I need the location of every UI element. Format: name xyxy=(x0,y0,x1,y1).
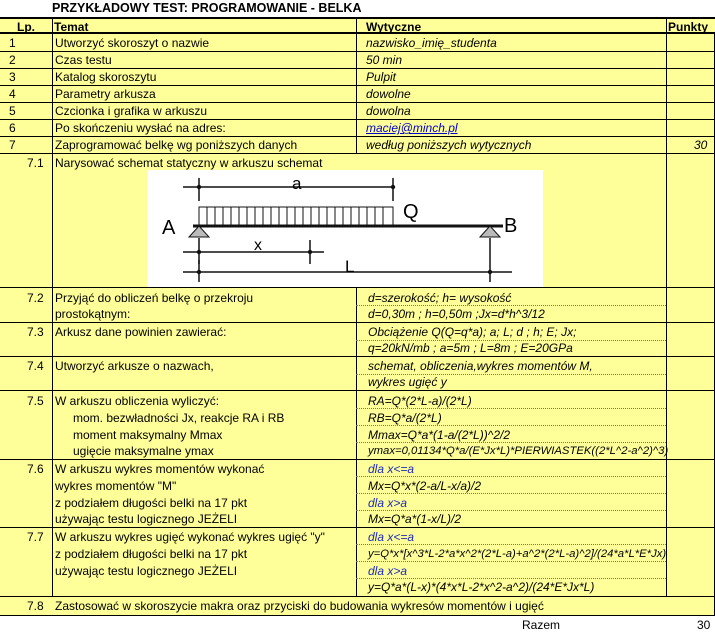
row-7-7-temat-2: z podziałem długości belki na 17 pkt xyxy=(55,547,248,561)
header-punkty: Punkty xyxy=(666,17,715,34)
row-6-lp: 6 xyxy=(9,121,16,135)
label-A: A xyxy=(162,217,176,239)
row-7-5-temat-2: mom. bezwładności Jx, reakcje RA i RB xyxy=(73,411,285,425)
row-7-6-temat-3: z podziałem długości belki na 17 pkt xyxy=(55,496,248,510)
row-3-wytyczne: Pulpit xyxy=(366,70,397,84)
row-7-8-lp: 7.8 xyxy=(27,599,44,613)
row-4-temat: Parametry arkusza xyxy=(55,87,156,101)
row-7-5-wytyczne-1: RA=Q*(2*L-a)/(2*L) xyxy=(368,394,472,408)
row-7-7-wytyczne-2: y=Q*x*[x^3*L-2*a*x^2*(2*L-a)+a^2*(2*L-a)^2]/(24*a*L*E*Jx) xyxy=(368,548,667,560)
row-7-temat: Zaprogramować belkę wg poniższych danych xyxy=(55,138,298,152)
row-7-3-wytyczne-1: Obciążenie Q(Q=q*a); a; L; d ; h; E; Jx; xyxy=(368,325,577,339)
row-7-1-temat: Narysować schemat statyczny w arkuszu schemat xyxy=(55,156,323,170)
row-7-2-lp: 7.2 xyxy=(27,291,44,305)
beam-schematic xyxy=(147,170,543,287)
row-2-lp: 2 xyxy=(9,53,16,67)
row-7-6-temat-4: używając testu logicznego JEŻELI xyxy=(55,512,238,526)
row-1-temat: Utworzyć skoroszyt o nazwie xyxy=(55,36,210,50)
row-7-6-wytyczne-3: dla x>a xyxy=(368,496,408,510)
row-7-5-temat-3: moment maksymalny Mmax xyxy=(73,428,223,442)
row-7-5-lp: 7.5 xyxy=(27,394,44,408)
row-5-wytyczne: dowolna xyxy=(366,104,411,118)
support-a xyxy=(189,226,209,237)
header-wytyczne: Wytyczne xyxy=(356,17,666,34)
row-3-temat: Katalog skoroszytu xyxy=(55,70,157,84)
row-7-7-lp: 7.7 xyxy=(27,530,44,544)
label-a: a xyxy=(292,174,302,193)
row-7-lp: 7 xyxy=(9,138,16,152)
label-L: L xyxy=(345,257,355,276)
row-7-4-temat: Utworzyć arkusze o nazwach, xyxy=(55,359,214,373)
row-7-5-temat-4: ugięcie maksymalne ymax xyxy=(73,444,214,458)
row-7-8-temat: Zastosować w skoroszycie makra oraz przyciski do budowania wykresów momentów i ugięć xyxy=(55,599,544,613)
row-7-4-lp: 7.4 xyxy=(27,359,44,373)
row-7-2-temat-1: Przyjąć do obliczeń belkę o przekroju xyxy=(55,291,254,305)
support-b xyxy=(480,226,500,237)
row-3-lp: 3 xyxy=(9,70,16,84)
total-value: 30 xyxy=(697,618,711,632)
total-label: Razem xyxy=(522,618,561,632)
row-7-2-temat-2: prostokątnym: xyxy=(55,307,131,321)
row-7-5-wytyczne-2: RB=Q*a/(2*L) xyxy=(368,411,442,425)
email-link[interactable]: maciej@minch.pl xyxy=(366,121,458,135)
row-7-3-temat: Arkusz dane powinien zawierać: xyxy=(55,325,227,339)
row-7-7-temat-3: używając testu logicznego JEŻELI xyxy=(55,564,238,578)
row-4-wytyczne: dowolne xyxy=(366,87,411,101)
row-1-wytyczne: nazwisko_imię_studenta xyxy=(366,36,497,50)
row-5-temat: Czcionka i grafika w arkuszu xyxy=(55,104,208,118)
row-7-wytyczne: według poniższych wytycznych xyxy=(366,138,532,152)
row-7-6-lp: 7.6 xyxy=(27,462,44,476)
load-arrows xyxy=(207,207,383,225)
row-7-1-lp: 7.1 xyxy=(27,156,44,170)
row-7-5-temat-1: W arkuszu obliczenia wyliczyć: xyxy=(55,394,220,408)
row-7-2-wytyczne-1: d=szerokość; h= wysokość xyxy=(368,291,512,305)
row-7-punkty: 30 xyxy=(694,138,708,152)
header-lp: Lp. xyxy=(0,17,52,34)
row-7-6-wytyczne-4: Mx=Q*a*(1-x/L)/2 xyxy=(368,512,462,526)
label-x: x xyxy=(254,237,262,254)
row-2-temat: Czas testu xyxy=(55,53,112,67)
row-7-7-wytyczne-4: y=Q*a*(L-x)*(4*x*L-2*x^2-a^2)/(24*E*Jx*L) xyxy=(368,580,595,594)
row-7-7-wytyczne-3: dla x>a xyxy=(368,564,408,578)
row-2-wytyczne: 50 min xyxy=(366,53,403,67)
row-7-7-temat-1: W arkuszu wykres ugięć wykonać wykres ugięć "y" xyxy=(55,530,325,544)
row-7-3-wytyczne-2: q=20kN/mb ; a=5m ; L=8m ; E=20GPa xyxy=(368,341,573,355)
page-title: PRZYKŁADOWY TEST: PROGRAMOWANIE - BELKA xyxy=(52,1,362,15)
row-7-4-wytyczne-1: schemat, obliczenia,wykres momentów M, xyxy=(368,359,593,373)
row-7-6-temat-2: wykres momentów "M" xyxy=(55,479,177,493)
row-7-7-wytyczne-1: dla x<=a xyxy=(368,530,415,544)
row-7-5-wytyczne-3: Mmax=Q*a*(1-a/(2*L))^2/2 xyxy=(368,428,511,442)
row-1-lp: 1 xyxy=(9,36,16,50)
header-temat: Temat xyxy=(52,17,356,34)
beam-diagram xyxy=(147,170,543,287)
row-4-lp: 4 xyxy=(9,87,16,101)
row-7-6-wytyczne-2: Mx=Q*x*(2-a/L-x/a)/2 xyxy=(368,479,482,493)
row-7-2-wytyczne-2: d=0,30m ; h=0,50m ;Jx=d*h^3/12 xyxy=(368,307,545,321)
row-7-3-lp: 7.3 xyxy=(27,325,44,339)
label-Q: Q xyxy=(403,201,419,223)
row-7-6-wytyczne-1: dla x<=a xyxy=(368,462,415,476)
row-7-6-temat-1: W arkuszu wykres momentów wykonać xyxy=(55,462,265,476)
label-B: B xyxy=(504,215,518,237)
row-5-lp: 5 xyxy=(9,104,16,118)
row-7-4-wytyczne-2: wykres ugięć y xyxy=(368,375,447,389)
row-7-5-wytyczne-4: ymax=0,01134*Q*a/(E*Jx*L)*PIERWIASTEK((2*L^2-a^2)^3) xyxy=(368,445,669,457)
row-6-temat: Po skończeniu wysłać na adres: xyxy=(55,121,226,135)
